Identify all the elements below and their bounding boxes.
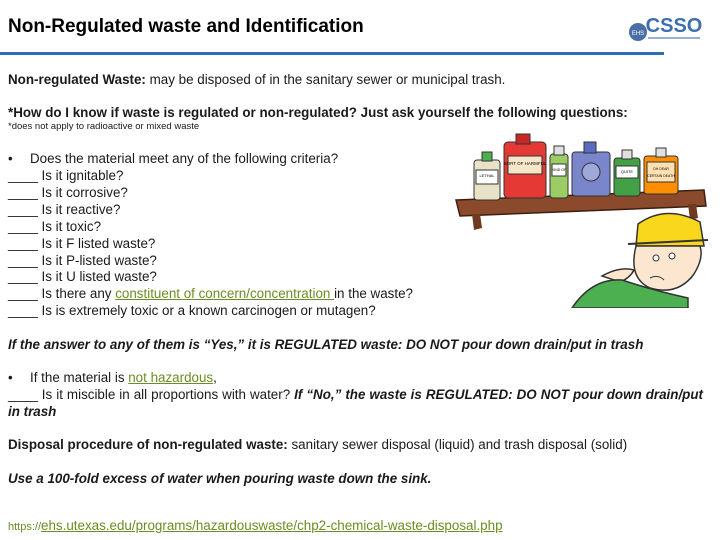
miscible-question [8, 386, 703, 420]
intro-line [8, 71, 505, 88]
disposal-line [8, 436, 627, 453]
blank-line: ____ [8, 387, 38, 402]
footer-link-line [8, 518, 503, 533]
bullet: • [8, 370, 13, 385]
criteria-text: Is it corrosive? [37, 185, 128, 200]
criteria-item [8, 218, 101, 235]
csso-logo [626, 6, 710, 46]
criteria-item [8, 252, 157, 269]
intro-label: Non-regulated Waste: [8, 72, 146, 87]
logo-subtext: EHS [631, 31, 645, 37]
criteria-text: Is it F listed waste? [37, 236, 156, 251]
criteria-text: Is it toxic? [37, 219, 102, 234]
blank-line: ____ [8, 286, 38, 301]
criteria-item [8, 184, 128, 201]
miscible-answer: If “No,” the waste is REGULATED: DO NOT pour down drain/put in trash [8, 387, 703, 419]
not-hazardous-line [8, 369, 217, 386]
criteria-text: in the waste? [334, 286, 413, 301]
criteria-lead: Does the material meet any of the following criteria? [30, 151, 339, 166]
bottle-label: OH DEAR [653, 167, 669, 171]
question-note: *does not apply to radioactive or mixed waste [8, 121, 200, 132]
question-heading: *How do I know if waste is regulated or non-regulated? Just ask yourself the following questions: [8, 105, 628, 120]
blank-line: ____ [8, 253, 38, 268]
criteria-text: Is there any [37, 286, 116, 301]
header-divider [0, 52, 664, 55]
bottle-label: CERTAIN DEATH [647, 174, 675, 178]
bullet: • [8, 151, 13, 166]
disposal-label: Disposal procedure of non-regulated waste: [8, 437, 288, 452]
blank-line: ____ [8, 236, 38, 251]
not-hazardous-pre: If the material is [30, 370, 129, 385]
criteria-item [8, 285, 413, 302]
miscible-text: Is it miscible in all proportions with water? [37, 387, 295, 402]
bottle-label: LETHAL [479, 173, 495, 178]
bottle-label: QUITE [620, 169, 634, 174]
blank-line: ____ [8, 219, 38, 234]
criteria-text: Is it ignitable? [37, 168, 124, 183]
blank-line: ____ [8, 303, 38, 318]
logo-text: CSSO [645, 15, 703, 37]
criteria-text: Is it U listed waste? [37, 269, 157, 284]
criteria-item [8, 235, 155, 252]
criteria-item [8, 302, 376, 319]
blank-line: ____ [8, 269, 38, 284]
page-title: Non-Regulated waste and Identification [8, 16, 364, 37]
chemical-shelf-illustration [452, 128, 714, 308]
disposal-text: sanitary sewer disposal (liquid) and trash disposal (solid) [287, 437, 628, 452]
bottle-label: KIND OF [551, 168, 567, 172]
constituent-of-concern-link[interactable]: constituent of concern/concentration [115, 286, 335, 301]
blank-line: ____ [8, 168, 38, 183]
bottle-label: SORT OF HARMFUL [503, 161, 547, 166]
ehs-url-link[interactable]: ehs.utexas.edu/programs/hazardouswaste/chp2-chemical-waste-disposal.php [41, 518, 503, 533]
url-prefix: https:// [8, 521, 42, 533]
criteria-item [8, 268, 157, 285]
criteria-lead-line [8, 150, 338, 167]
not-hazardous-post: , [213, 370, 217, 385]
not-hazardous-link[interactable]: not hazardous [128, 370, 214, 385]
criteria-text: Is it P-listed waste? [37, 253, 157, 268]
water-note: Use a 100-fold excess of water when pouring waste down the sink. [8, 471, 432, 486]
intro-text: may be disposed of in the sanitary sewer or municipal trash. [145, 72, 506, 87]
regulated-statement: If the answer to any of them is “Yes,” it is REGULATED waste: DO NOT pour down drain/put in trash [8, 337, 644, 352]
blank-line: ____ [8, 185, 38, 200]
criteria-item [8, 167, 123, 184]
criteria-text: Is is extremely toxic or a known carcinogen or mutagen? [37, 303, 376, 318]
blank-line: ____ [8, 202, 38, 217]
criteria-item [8, 201, 120, 218]
criteria-text: Is it reactive? [37, 202, 121, 217]
